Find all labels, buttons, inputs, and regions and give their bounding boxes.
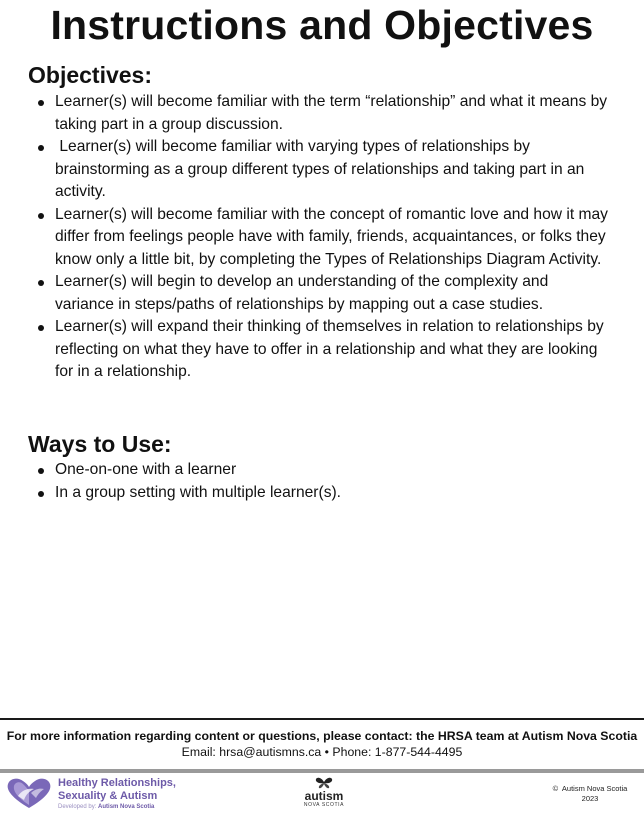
list-item-text: Learner(s) will become familiar with the concept of romantic love and how it may differ from feelings people have with family, friends, acquaintances, or folks they know only a little bit, by completing the Types of Relationships Diagram Activity. (55, 205, 608, 268)
list-item (0, 91, 644, 136)
logo-subtext: NOVA SCOTIA (303, 802, 345, 808)
copyright-year: 2023 (581, 794, 599, 803)
list-item (0, 136, 644, 204)
copyright-notice (540, 784, 640, 804)
list-item (0, 271, 644, 316)
page-title: Instructions and Objectives (50, 2, 594, 48)
bullet-icon (38, 100, 44, 106)
list-item (0, 316, 644, 384)
bullet-icon (38, 213, 44, 219)
list-item-text: In a group setting with multiple learner(s). (55, 483, 342, 501)
developed-by-label: Developed by: (58, 804, 97, 810)
footer-divider (0, 718, 644, 720)
footer-bar (0, 769, 644, 773)
list-item-text: Learner(s) will expand their thinking of themselves in relation to relationships by reflecting on what they have to offer in a relationship and what they are looking for in a relationship. (55, 318, 604, 380)
list-item-text: Learner(s) will become familiar with the term “relationship” and what it means by taking part in a group discussion. (55, 93, 608, 133)
list-item-text: Learner(s) will become familiar with varying types of relationships by brainstorming as a group different types of relationships and taking part in an activity. (55, 138, 589, 200)
bullet-icon (38, 491, 44, 497)
bullet-icon (38, 145, 44, 151)
autism-nova-scotia-logo (296, 776, 352, 812)
bullet-icon (38, 280, 44, 286)
bullet-icon (38, 468, 44, 474)
list-item-text: Learner(s) will begin to develop an understanding of the complexity and variance in steps/paths of relationships by mapping out a case studies. (55, 273, 549, 313)
footer-email-line: Email: hrsa@autismns.ca • Phone: 1-877-544-4495 (181, 745, 463, 759)
list-item (0, 204, 644, 272)
ways-to-use-list (0, 459, 644, 504)
developed-by-org: Autism Nova Scotia (98, 804, 155, 810)
heart-logo-icon (4, 776, 54, 810)
list-item (0, 482, 644, 505)
brand-line-2: Sexuality & Autism (58, 790, 158, 802)
list-item-text: One-on-one with a learner (55, 461, 237, 478)
copyright-line-1: © Autism Nova Scotia (552, 784, 628, 793)
butterfly-icon (315, 776, 333, 789)
objectives-list (0, 91, 644, 384)
footer-contact-line: For more information regarding content or questions, please contact: the HRSA team at Autism Nova Scotia (6, 729, 638, 743)
brand-line-1: Healthy Relationships, (58, 777, 176, 789)
brand-developed-by (58, 803, 176, 811)
objectives-heading: Objectives: (28, 62, 152, 88)
ways-to-use-heading: Ways to Use: (28, 431, 172, 457)
brand-wordmark (58, 777, 176, 811)
logo-word: autism (304, 789, 344, 803)
list-item (0, 459, 644, 482)
bullet-icon (38, 325, 44, 331)
